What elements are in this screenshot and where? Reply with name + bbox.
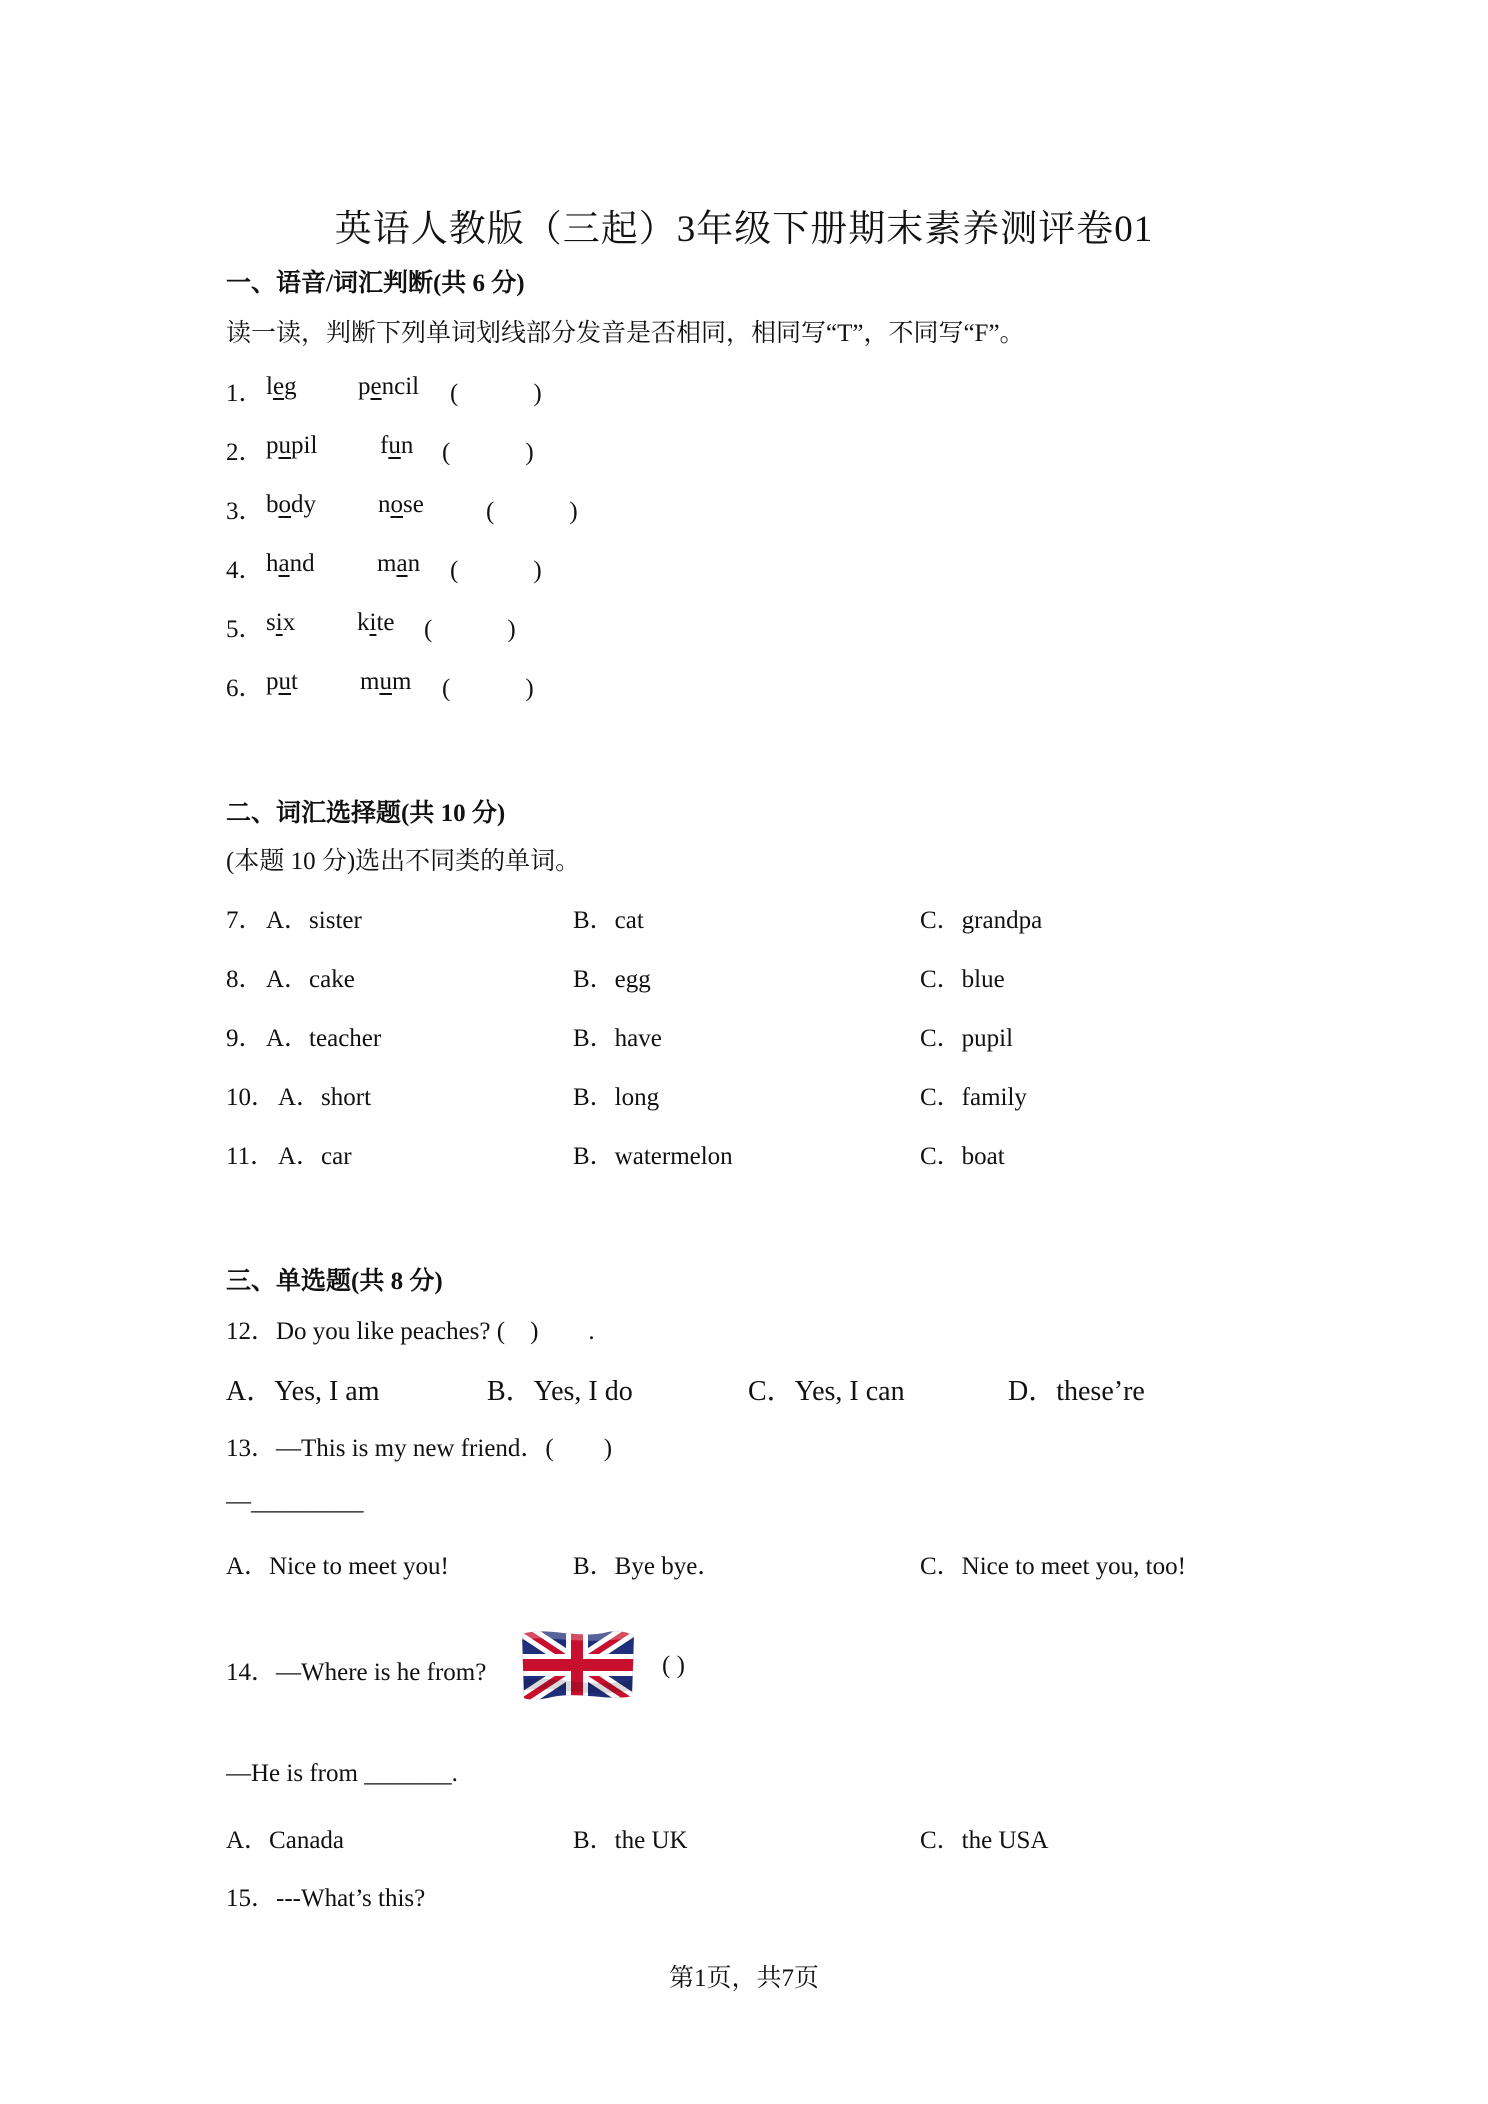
answer-paren: ( )	[442, 675, 534, 702]
option-b: B．egg	[573, 966, 651, 993]
answer-paren: ( )	[442, 439, 534, 466]
word-1-end: dy	[291, 491, 316, 518]
question-15-stem: 15．---What’s this?	[226, 1885, 426, 1912]
item-number: 2．	[226, 439, 264, 466]
option-c: C．family	[920, 1084, 1027, 1111]
answer-paren: ( )	[450, 380, 542, 407]
answer-paren: ( )	[450, 557, 542, 584]
q12-option-b: B．Yes, I do	[487, 1376, 633, 1407]
word-2-underlined: i	[369, 609, 377, 636]
word-2	[380, 432, 413, 460]
word-1-underlined: o	[278, 491, 291, 518]
option-b: B．long	[573, 1084, 660, 1111]
item-number: 3．	[226, 498, 264, 525]
item-number: 10．	[226, 1084, 277, 1111]
word-2	[377, 550, 420, 578]
item-number: 9．	[226, 1025, 264, 1052]
word-1-end: x	[282, 609, 296, 636]
item-number: 4．	[226, 557, 264, 584]
word-2	[378, 491, 424, 519]
word-1-end: pil	[291, 432, 318, 459]
word-1	[266, 609, 295, 637]
word-1-underlined: u	[278, 432, 291, 459]
q14-answer-line: —He is from _______.	[226, 1760, 458, 1787]
option-a: A．car	[278, 1143, 352, 1170]
q13-option-c: C．Nice to meet you, too!	[920, 1553, 1186, 1580]
question-13-stem: 13．—This is my new friend．( )	[226, 1435, 613, 1462]
question-12-stem: 12．Do you like peaches? ( ) .	[226, 1318, 595, 1345]
q12-option-c: C．Yes, I can	[748, 1376, 905, 1407]
section-heading-3: 三、单选题(共 8 分)	[226, 1268, 443, 1295]
item-number: 5．	[226, 616, 264, 643]
word-2	[358, 373, 419, 401]
word-2-underlined: o	[390, 491, 403, 518]
word-2	[360, 668, 411, 696]
word-1-underlined: u	[278, 668, 291, 695]
q13-answer-blank: —_________	[226, 1488, 364, 1515]
uk-flag-icon	[518, 1626, 636, 1704]
section-heading-1: 一、语音/词汇判断(共 6 分)	[226, 270, 525, 297]
word-2-start: f	[380, 432, 389, 459]
section-instruction-2: (本题 10 分)选出不同类的单词。	[226, 848, 581, 875]
word-1-start: p	[266, 668, 279, 695]
item-number: 7．	[226, 907, 264, 934]
option-c: C．blue	[920, 966, 1005, 993]
word-1	[266, 668, 298, 696]
word-1	[266, 373, 297, 401]
option-b: B．have	[573, 1025, 662, 1052]
answer-paren: ( )	[424, 616, 516, 643]
word-2-start: m	[377, 550, 397, 577]
word-1-start: s	[266, 609, 276, 636]
option-a: A．sister	[266, 907, 362, 934]
word-2-start: n	[378, 491, 391, 518]
word-2-underlined: e	[370, 373, 382, 400]
item-number: 6．	[226, 675, 264, 702]
word-2-end: m	[391, 668, 412, 695]
word-1-start: l	[266, 373, 273, 400]
word-1-start: h	[266, 550, 279, 577]
word-1-start: p	[266, 432, 279, 459]
word-1	[266, 491, 316, 519]
word-1-underlined: a	[278, 550, 290, 577]
q14-option-b: B．the UK	[573, 1827, 688, 1854]
word-2-end: n	[407, 550, 421, 577]
q14-option-c: C．the USA	[920, 1827, 1049, 1854]
word-1-underlined: e	[272, 373, 285, 400]
answer-paren: ( )	[486, 498, 578, 525]
option-a: A．short	[278, 1084, 372, 1111]
word-1	[266, 550, 315, 578]
word-2-underlined: u	[379, 668, 392, 695]
option-c: C．boat	[920, 1143, 1005, 1170]
section-instruction-1: 读一读，判断下列单词划线部分发音是否相同，相同写“T”，不同写“F”。	[226, 320, 1025, 347]
word-1-underlined: i	[275, 609, 283, 636]
word-1-end: t	[291, 668, 298, 695]
option-c: C．pupil	[920, 1025, 1014, 1052]
item-number: 11．	[226, 1143, 276, 1170]
word-2-start: m	[360, 668, 380, 695]
word-2-end: se	[403, 491, 424, 518]
word-2-end: te	[376, 609, 395, 636]
q14-paren: ( )	[662, 1652, 685, 1679]
word-2	[357, 609, 395, 637]
q12-option-a: A．Yes, I am	[226, 1376, 380, 1407]
word-2-underlined: u	[388, 432, 401, 459]
word-1-end: nd	[289, 550, 315, 577]
item-number: 1．	[226, 380, 264, 407]
word-2-end: n	[400, 432, 414, 459]
option-b: B．cat	[573, 907, 644, 934]
word-2-underlined: a	[396, 550, 408, 577]
q13-option-b: B．Bye bye．	[573, 1553, 723, 1580]
word-2-start: k	[357, 609, 370, 636]
item-number: 8．	[226, 966, 264, 993]
page-title: 英语人教版（三起）3年级下册期末素养测评卷01	[334, 209, 1154, 250]
section-heading-2: 二、词汇选择题(共 10 分)	[226, 800, 506, 827]
option-a: A．cake	[266, 966, 355, 993]
word-2-end: ncil	[381, 373, 420, 400]
q13-option-a: A．Nice to meet you!	[226, 1553, 449, 1580]
question-14-stem: 14．—Where is he from?	[226, 1659, 487, 1686]
option-a: A．teacher	[266, 1025, 382, 1052]
word-1-start: b	[266, 491, 279, 518]
page-footer: 第1页，共7页	[668, 1965, 819, 1992]
word-1	[266, 432, 317, 460]
word-2-start: p	[358, 373, 371, 400]
word-1-end: g	[284, 373, 297, 400]
q14-option-a: A．Canada	[226, 1827, 345, 1854]
q12-option-d: D．these’re	[1008, 1376, 1145, 1407]
option-b: B．watermelon	[573, 1143, 733, 1170]
option-c: C．grandpa	[920, 907, 1043, 934]
